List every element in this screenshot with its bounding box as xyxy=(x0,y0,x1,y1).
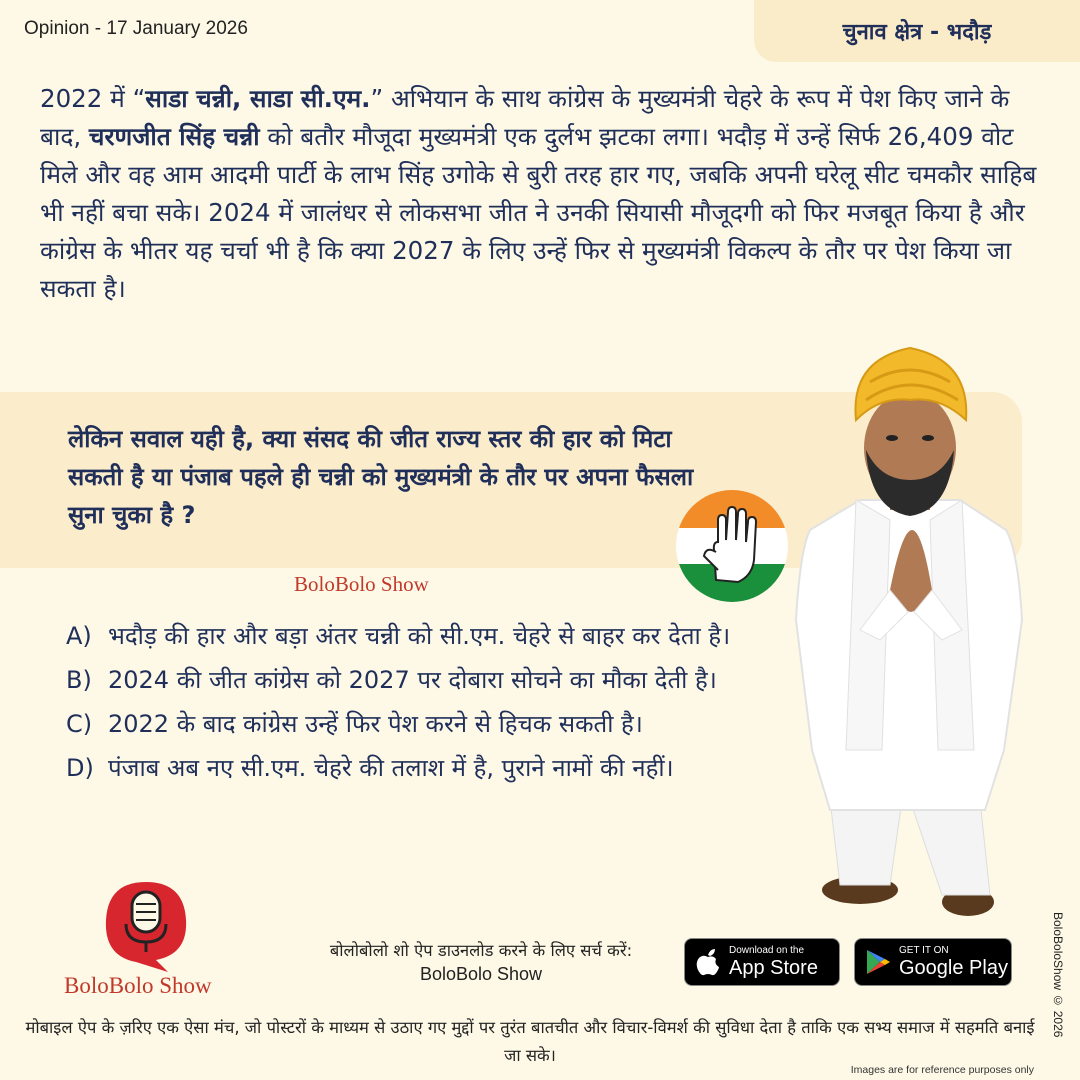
intro-text-1: 2022 में “ xyxy=(40,84,146,113)
congress-hand-logo xyxy=(676,490,788,602)
option-text: भदौड़ की हार और बड़ा अंतर चन्नी को सी.एम. चेहरे से बाहर कर देता है। xyxy=(108,622,731,650)
google-play-icon xyxy=(865,948,891,976)
disclaimer: Images are for reference purposes only xyxy=(850,1064,1034,1076)
option-key: C) xyxy=(66,710,93,738)
option-key: B) xyxy=(66,666,92,694)
campaign-slogan: साडा चन्नी, साडा सी.एम. xyxy=(145,84,371,113)
politician-name: चरणजीत सिंह चन्नी xyxy=(88,122,260,151)
question-text: लेकिन सवाल यही है, क्या संसद की जीत राज्य स्तर की हार को मिटा सकती है या पंजाब पहले ही चन्नी को मुख्यमंत्री के तौर पर अपना फैसला सुना चुका है ? xyxy=(68,425,694,529)
date-label: Opinion - 17 January 2026 xyxy=(24,18,248,39)
option-text: 2024 की जीत कांग्रेस को 2027 पर दोबारा सोचने का मौका देती है। xyxy=(108,666,717,694)
option-b[interactable] xyxy=(66,662,786,698)
google-play-button[interactable] xyxy=(854,938,1012,986)
option-key: A) xyxy=(66,622,92,650)
option-key: D) xyxy=(66,754,94,782)
googleplay-small-label: GET IT ON xyxy=(899,945,949,956)
platform-description: मोबाइल ऐप के ज़रिए एक ऐसा मंच, जो पोस्टरों के माध्यम से उठाए गए मुद्दों पर तुरंत बातचीत और विचार-विमर्श की सुविधा देता है ताकि एक सभ्य समाज में सहमति बनाई जा सके। xyxy=(25,1018,1035,1065)
option-c[interactable] xyxy=(66,706,786,742)
app-store-button[interactable] xyxy=(684,938,840,986)
appstore-big-label: App Store xyxy=(729,957,818,979)
option-a[interactable] xyxy=(66,618,786,654)
download-instruction: बोलोबोलो शो ऐप डाउनलोड करने के लिए सर्च करें: xyxy=(329,941,633,960)
intro-text-3: को बतौर मौजूदा मुख्यमंत्री एक दुर्लभ झटका लगा। भदौड़ में उन्हें सिर्फ 26,409 वोट मिले और वह आम आदमी पार्टी के लाभ सिंह उगोके से बुरी तरह हार गए, जबकि अपनी घरेलू सीट चमकौर साहिब भी नहीं बचा सके। 2024 में जालंधर से लोकसभा जीत ने उनकी सियासी मौजूदगी को फिर मजबूत किया है और कांग्रेस के भीतर यह चर्चा भी है कि क्या 2027 के लिए उन्हें फिर से मुख्यमंत्री विकल्प के तौर पर पेश किया जा सकता है। xyxy=(40,122,1037,303)
option-d[interactable] xyxy=(66,750,786,786)
intro-paragraph xyxy=(40,80,1040,308)
copyright-notice: BoloBoloShow © 2026 xyxy=(1051,912,1065,1038)
podcast-mic-logo xyxy=(96,876,196,976)
constituency-tab xyxy=(754,0,1080,62)
appstore-small-label: Download on the xyxy=(729,945,805,956)
app-search-term: BoloBolo Show xyxy=(419,964,543,984)
brand-watermark: BoloBolo Show xyxy=(294,572,429,596)
answer-options xyxy=(66,618,786,794)
constituency-label: चुनाव क्षेत्र - भदौड़ xyxy=(842,20,992,45)
option-text: पंजाब अब नए सी.एम. चेहरे की तलाश में है, पुराने नामों की नहीं। xyxy=(108,754,674,782)
intro-text-2: ” अभियान के साथ कांग्रेस के मुख्यमंत्री चेहरे के रूप में पेश किए जाने के बाद, xyxy=(40,84,1010,151)
politician-illustration xyxy=(790,330,1030,920)
apple-icon xyxy=(695,947,721,977)
googleplay-big-label: Google Play xyxy=(899,957,1008,979)
brand-logo-text: BoloBolo Show xyxy=(64,973,212,998)
option-text: 2022 के बाद कांग्रेस उन्हें फिर पेश करने से हिचक सकती है। xyxy=(108,710,643,738)
